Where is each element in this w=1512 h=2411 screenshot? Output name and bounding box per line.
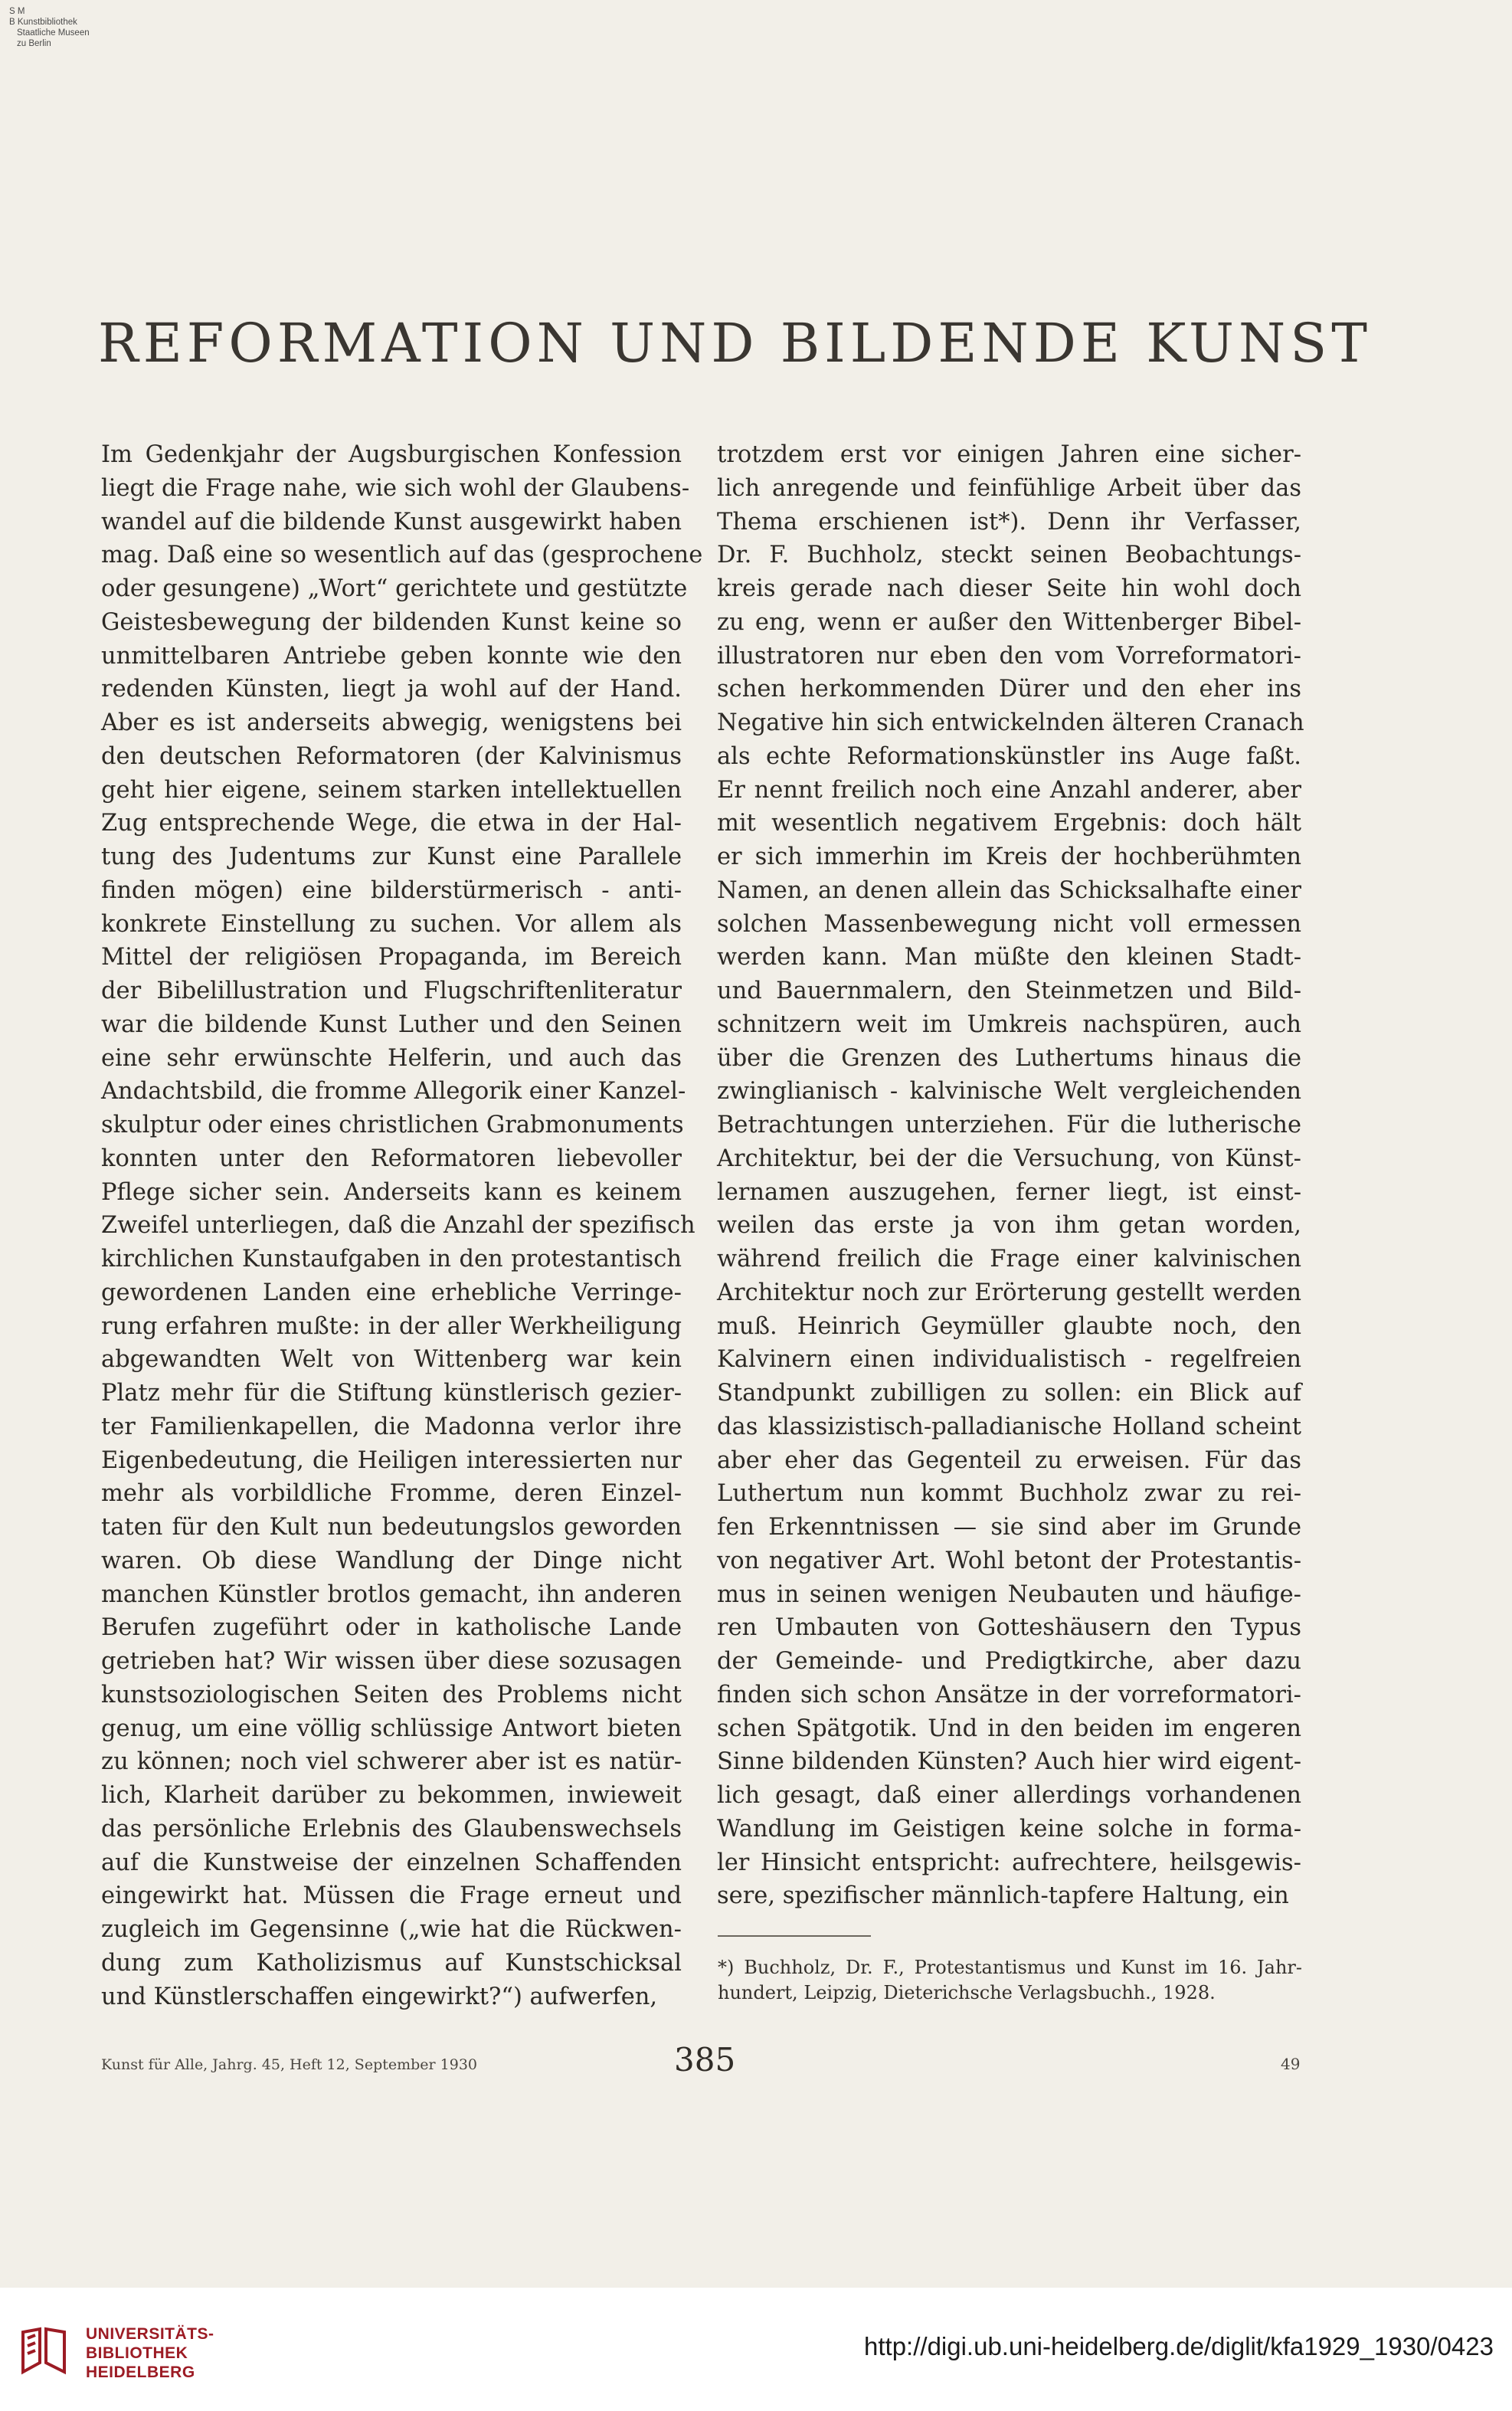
footnote: [718, 1955, 1302, 2006]
text-line: hundert, Leipzig, Dieterichsche Verlagsbuchh., 1928.: [718, 1982, 1216, 2003]
text-line: während freilich die Frage einer kalvinischen: [717, 1246, 1301, 1273]
sheet-signature: 49: [1281, 2055, 1301, 2073]
text-line: genug, um eine völlig schlüssige Antwort bieten: [101, 1715, 682, 1742]
text-line: und Bauernmalern, den Steinmetzen und Bild-: [717, 978, 1301, 1004]
text-line: schen Spätgotik. Und in den beiden im engeren: [717, 1715, 1301, 1742]
footnote-divider: [718, 1935, 871, 1937]
text-line: finden sich schon Ansätze in der vorreformatori-: [717, 1681, 1301, 1708]
text-line: Luthertum nun kommt Buchholz zwar zu rei-: [717, 1480, 1301, 1508]
university-library-logo-icon: [17, 2324, 70, 2378]
text-line: wandel auf die bildende Kunst ausgewirkt haben: [101, 508, 682, 536]
text-line: zu eng, wenn er außer den Wittenberger Bibel-: [717, 608, 1301, 636]
text-line: Mittel der religiösen Propaganda, im Bereich: [101, 944, 682, 971]
text-line: Im Gedenkjahr der Augsburgischen Konfession: [101, 441, 682, 468]
text-line: war die bildende Kunst Luther und den Seinen: [101, 1011, 682, 1038]
text-line: tung des Judentums zur Kunst eine Parallele: [101, 844, 682, 870]
text-line: Namen, an denen allein das Schicksalhafte einer: [717, 876, 1301, 904]
text-line: Architektur noch zur Erörterung gestellt werden: [717, 1279, 1301, 1306]
text-line: waren. Ob diese Wandlung der Dinge nicht: [101, 1547, 682, 1574]
text-line: Betrachtungen unterziehen. Für die lutherische: [717, 1112, 1301, 1138]
text-line: mus in seinen wenigen Neubauten und häufige-: [717, 1581, 1301, 1608]
text-line: das klassizistisch-palladianische Holland scheint: [717, 1413, 1301, 1440]
text-line: und Künstlerschaffen eingewirkt?“) aufwerfen,: [101, 1983, 658, 2010]
text-line: Berufen zugeführt oder in katholische Lande: [101, 1614, 682, 1642]
text-line: aber eher das Gegenteil zu erweisen. Für das: [717, 1446, 1301, 1474]
library-name: [86, 2324, 214, 2382]
text-line: zwinglianisch - kalvinische Welt vergleichenden: [717, 1078, 1301, 1106]
text-line: Eigenbedeutung, die Heiligen interessierten nur: [101, 1446, 682, 1474]
text-line: illustratoren nur eben den vom Vorreformatori-: [717, 642, 1301, 670]
page-number: 385: [674, 2041, 736, 2079]
text-line: lich, Klarheit darüber zu bekommen, inwieweit: [101, 1782, 682, 1809]
text-line: lich anregende und feinfühlige Arbeit über das: [717, 474, 1301, 502]
text-line: Zug entsprechende Wege, die etwa in der Hal-: [101, 810, 682, 837]
text-line: Negative hin sich entwickelnden älteren Cranach: [717, 709, 1304, 736]
text-line: werden kann. Man müßte den kleinen Stadt-: [717, 944, 1301, 971]
text-line: der Bibelillustration und Flugschriftenliteratur: [101, 978, 682, 1004]
stamp-line: S M: [9, 7, 25, 16]
text-line: das persönliche Erlebnis des Glaubenswechsels: [101, 1815, 682, 1843]
text-line: gewordenen Landen eine erhebliche Verringe-: [101, 1279, 682, 1306]
text-line: manchen Künstler brotlos gemacht, ihn anderen: [101, 1581, 682, 1608]
text-line: Dr. F. Buchholz, steckt seinen Beobachtungs-: [717, 542, 1301, 569]
text-line: Thema erschienen ist*). Denn ihr Verfasser,: [717, 508, 1301, 536]
library-stamp: [9, 6, 90, 49]
text-line: fen Erkenntnissen — sie sind aber im Grunde: [717, 1514, 1301, 1541]
text-line: kreis gerade nach dieser Seite hin wohl doch: [717, 575, 1301, 602]
text-line: lich gesagt, daß einer allerdings vorhandenen: [717, 1782, 1301, 1809]
text-line: den deutschen Reformatoren (der Kalvinismus: [101, 742, 682, 770]
left-text-column: [101, 438, 703, 2013]
text-line: rung erfahren mußte: in der aller Werkheiligung: [101, 1312, 682, 1340]
text-line: solchen Massenbewegung nicht voll ermessen: [717, 910, 1301, 938]
text-line: von negativer Art. Wohl betont der Protestantis-: [717, 1547, 1301, 1574]
text-line: kunstsoziologischen Seiten des Problems nicht: [101, 1681, 682, 1708]
text-line: Zweifel unterliegen, daß die Anzahl der spezifisch: [101, 1212, 695, 1240]
text-line: geht hier eigene, seinem starken intellektuellen: [101, 776, 682, 804]
library-name-line: BIBLIOTHEK: [86, 2344, 188, 2362]
text-line: trotzdem erst vor einigen Jahren eine sicher-: [717, 441, 1301, 468]
text-line: mag. Daß eine so wesentlich auf das (gesprochene: [101, 542, 703, 569]
stamp-line: B Kunstbibliothek: [9, 18, 77, 27]
text-line: Sinne bildenden Künsten? Auch hier wird eigent-: [717, 1748, 1301, 1776]
text-line: getrieben hat? Wir wissen über diese sozusagen: [101, 1648, 682, 1675]
library-name-line: HEIDELBERG: [86, 2364, 195, 2381]
text-line: schnitzern weit im Umkreis nachspüren, auch: [717, 1011, 1301, 1038]
text-line: eine sehr erwünschte Helferin, und auch das: [101, 1044, 682, 1072]
text-line: lernamen auszugehen, ferner liegt, ist einst-: [717, 1178, 1301, 1206]
text-line: unmittelbaren Antriebe geben konnte wie den: [101, 642, 682, 670]
text-line: ren Umbauten von Gotteshäusern den Typus: [717, 1614, 1301, 1642]
text-line: oder gesungene) „Wort“ gerichtete und gestützte: [101, 575, 688, 602]
text-line: der Gemeinde- und Predigtkirche, aber dazu: [717, 1648, 1301, 1675]
text-line: Er nennt freilich noch eine Anzahl anderer, aber: [717, 776, 1301, 804]
text-line: konnten unter den Reformatoren liebevoller: [101, 1145, 682, 1172]
text-line: auf die Kunstweise der einzelnen Schaffenden: [101, 1849, 682, 1876]
text-line: Pflege sicher sein. Anderseits kann es keinem: [101, 1178, 682, 1206]
text-line: abgewandten Welt von Wittenberg war kein: [101, 1346, 682, 1374]
text-line: zu können; noch viel schwerer aber ist es natür-: [101, 1748, 682, 1776]
text-line: er sich immerhin im Kreis der hochberühmten: [717, 844, 1301, 870]
text-line: Aber es ist anderseits abwegig, wenigstens bei: [101, 709, 682, 736]
text-line: schen herkommenden Dürer und den eher ins: [717, 676, 1301, 703]
stamp-line: Staatliche Museen: [17, 28, 90, 38]
text-line: skulptur oder eines christlichen Grabmonuments: [101, 1112, 684, 1138]
text-line: ler Hinsicht entspricht: aufrechtere, heilsgewis-: [717, 1849, 1301, 1876]
text-line: weilen das erste ja von ihm getan worden,: [717, 1212, 1301, 1240]
text-line: konkrete Einstellung zu suchen. Vor allem als: [101, 910, 682, 938]
text-line: zugleich im Gegensinne („wie hat die Rückwen-: [101, 1916, 682, 1943]
text-line: Andachtsbild, die fromme Allegorik einer Kanzel-: [101, 1078, 686, 1106]
text-line: sere, spezifischer männlich-tapfere Haltung, ein: [717, 1882, 1289, 1910]
text-line: muß. Heinrich Geymüller glaubte noch, den: [717, 1312, 1301, 1340]
text-line: Architektur, bei der die Versuchung, von Künst-: [717, 1145, 1301, 1172]
text-line: taten für den Kult nun bedeutungslos geworden: [101, 1514, 682, 1541]
text-line: mit wesentlich negativem Ergebnis: doch hält: [717, 810, 1301, 837]
text-line: Platz mehr für die Stiftung künstlerisch gezier-: [101, 1380, 682, 1407]
text-line: ter Familienkapellen, die Madonna verlor ihre: [101, 1413, 682, 1440]
text-line: redenden Künsten, liegt ja wohl auf der Hand.: [101, 676, 682, 703]
text-line: über die Grenzen des Luthertums hinaus die: [717, 1044, 1301, 1072]
stamp-line: zu Berlin: [17, 39, 51, 48]
right-text-column: [717, 438, 1304, 1913]
text-line: finden mögen) eine bilderstürmerisch - anti-: [101, 876, 682, 904]
text-line: kirchlichen Kunstaufgaben in den protestantisch: [101, 1246, 682, 1273]
text-line: Kalvinern einen individualistisch - regelfreien: [717, 1346, 1301, 1374]
journal-citation: Kunst für Alle, Jahrg. 45, Heft 12, September 1930: [101, 2056, 478, 2073]
text-line: Standpunkt zubilligen zu sollen: ein Blick auf: [717, 1380, 1301, 1407]
text-line: Geistesbewegung der bildenden Kunst keine so: [101, 608, 682, 636]
text-line: eingewirkt hat. Müssen die Frage erneut und: [101, 1882, 682, 1910]
article-title: REFORMATION UND BILDENDE KUNST: [98, 312, 1372, 375]
source-url[interactable]: http://digi.ub.uni-heidelberg.de/diglit/kfa1929_1930/0423: [864, 2332, 1494, 2360]
text-line: mehr als vorbildliche Fromme, deren Einzel-: [101, 1480, 682, 1508]
text-line: Wandlung im Geistigen keine solche in forma-: [717, 1815, 1301, 1843]
text-line: als echte Reformationskünstler ins Auge faßt.: [717, 742, 1301, 770]
text-line: *) Buchholz, Dr. F., Protestantismus und Kunst im 16. Jahr-: [718, 1957, 1302, 1978]
text-line: dung zum Katholizismus auf Kunstschicksal: [101, 1949, 682, 1977]
text-line: liegt die Frage nahe, wie sich wohl der Glaubens-: [101, 474, 690, 502]
library-name-line: UNIVERSITÄTS-: [86, 2325, 214, 2343]
